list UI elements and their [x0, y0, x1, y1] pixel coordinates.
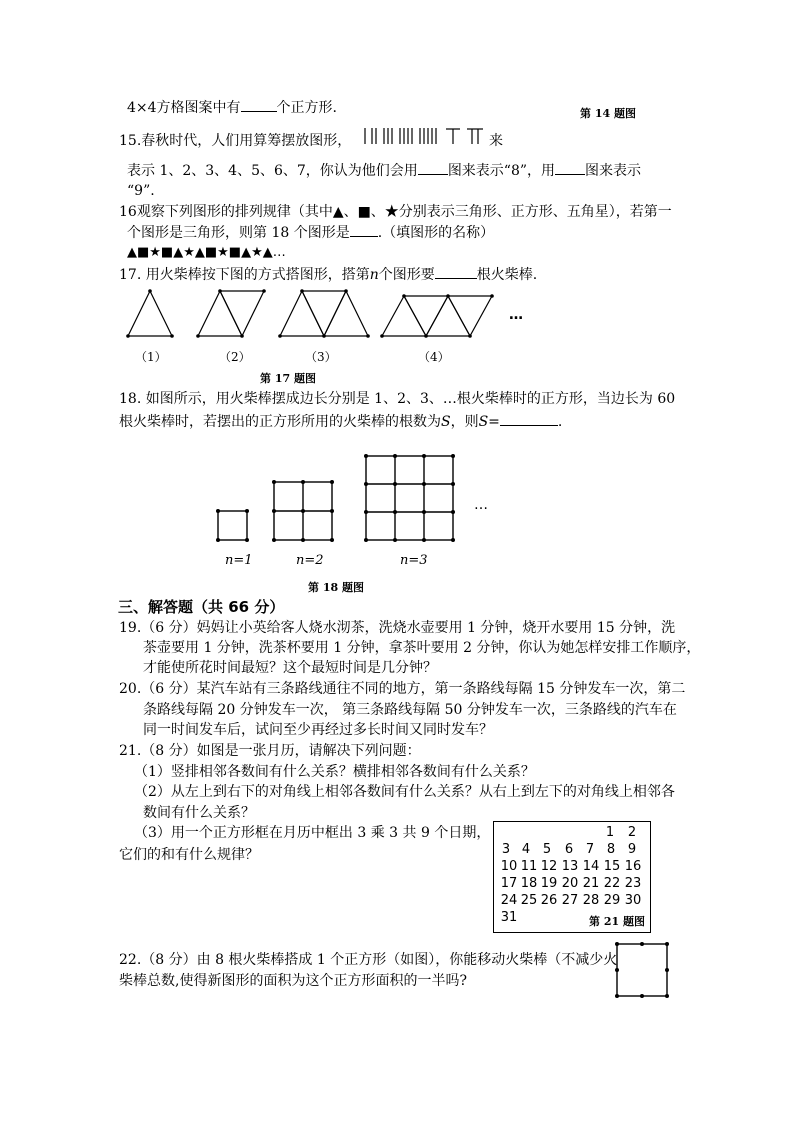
q19-line1: 19.（6 分）妈妈让小英给客人烧水沏茶，洗烧水壶要用 1 分钟，烧开水要用 15 分钟，洗 [119, 620, 676, 636]
q15-line1-text: 15.春秋时代，人们用算筹摆放图形， [119, 133, 352, 149]
q16-line2 [127, 222, 494, 243]
q18-line2-a: 根火柴棒时，若摆出的正方形所用的火柴棒的根数为 [119, 414, 441, 430]
q17-caption: 第 17 题图 [260, 372, 316, 385]
q17-text-b: 个图形要 [378, 267, 435, 283]
q18-label-n1: n=1 [225, 553, 253, 568]
calendar-cell: 6 [564, 842, 574, 857]
calendar-row [494, 842, 650, 859]
q18-figures [214, 452, 464, 544]
calendar-cell: 31 [500, 910, 518, 925]
calendar-cell: 23 [624, 876, 642, 891]
calendar-box [493, 821, 651, 933]
calendar-cell: 13 [561, 859, 579, 874]
calendar-cell: 14 [582, 859, 600, 874]
q15-line3: “9”. [127, 183, 155, 199]
q18-line2-b: ，则 [450, 414, 479, 430]
counting-rods-figure [363, 126, 488, 146]
q18-caption: 第 18 题图 [308, 581, 364, 594]
calendar-cell: 21 [582, 876, 600, 891]
calendar-cell: 26 [540, 893, 558, 908]
q16-sequence: ▲■★■▲★▲■★■▲★▲… [127, 245, 286, 260]
q21-line5: （3）用一个正方形框在月历中框出 3 乘 3 共 9 个日期， [134, 825, 491, 841]
q22-square-figure [613, 940, 671, 1000]
q19-line2: 茶壶要用 1 分钟，洗茶杯要用 1 分钟，拿茶叶要用 2 分钟，你认为她怎样安排工作顺序， [143, 640, 701, 656]
q21-line2: （1）竖排相邻各数间有什么关系？横排相邻各数间有什么关系？ [134, 764, 535, 780]
q18-blank [500, 411, 558, 426]
q15-line2-b: 图来表示“8”，用 [447, 163, 556, 179]
q20-line1: 20.（6 分）某汽车站有三条路线通往不同的地方，第一条路线每隔 15 分钟发车一次，第二 [119, 681, 686, 697]
q14-blank [241, 97, 277, 112]
calendar-cell: 27 [561, 893, 579, 908]
q18-label-n3: n=3 [400, 553, 428, 568]
q18-line2: 根火柴棒时，若摆出的正方形所用的火柴棒的根数为S，则S= . [119, 411, 562, 432]
calendar-cell: 18 [520, 876, 538, 891]
calendar-cell: 11 [520, 859, 538, 874]
calendar-cell: 9 [627, 842, 637, 857]
calendar-cell: 30 [624, 893, 642, 908]
calendar-cell: 1 [605, 825, 615, 840]
q21-line6: 它们的和有什么规律？ [119, 847, 259, 863]
calendar-cell: 10 [500, 859, 518, 874]
calendar-cell: 29 [603, 893, 621, 908]
q22-line2: 柴棒总数,使得新图形的面积为这个正方形面积的一半吗? [119, 973, 467, 989]
q17-text-c: 根火柴棒. [476, 267, 538, 283]
calendar-cell: 3 [501, 842, 511, 857]
q17-label-2: （2） [219, 350, 251, 364]
q19-line3: 才能使所花时间最短？这个最短时间是几分钟？ [143, 660, 437, 676]
q14-text-b: 个正方形. [276, 100, 337, 116]
q16-blank [350, 222, 378, 237]
q17-var-n: n [369, 267, 379, 283]
q18-line1: 18. 如图所示，用火柴棒摆成边长分别是 1、2、3、…根火柴棒时的正方形，当边长为 60 [119, 391, 676, 407]
q18-label-n2: n=2 [296, 553, 324, 568]
q17-text-a: 17. 用火柴棒按下图的方式搭图形，搭第 [119, 267, 370, 283]
calendar-caption: 第 21 题图 [589, 915, 645, 928]
calendar-cell: 2 [627, 825, 637, 840]
q16-line2-a: 个图形是三角形，则第 18 个图形是 [127, 225, 350, 241]
calendar-row [494, 859, 650, 876]
q17-label-3: （3） [305, 350, 337, 364]
q21-line4: 数间有什么关系？ [143, 805, 255, 821]
q16-line1: 16观察下列图形的排列规律（其中▲、■、★分别表示三角形、正方形、五角星），若第一 [119, 204, 672, 220]
q16-line2-b: .（填图形的名称） [377, 225, 495, 241]
calendar-cell: 19 [540, 876, 558, 891]
q17-figures [120, 286, 540, 342]
calendar-cell: 17 [500, 876, 518, 891]
q20-line3: 同一时间发车后，试问至少再经过多长时间又同时发车？ [143, 722, 493, 738]
q15-line2-a: 表示 1、2、3、4、5、6、7，你认为他们会用 [127, 163, 418, 179]
section-3-title: 三、解答题（共 66 分） [118, 598, 285, 616]
q15-line2-c: 图来表示 [585, 163, 642, 179]
calendar-cell: 22 [603, 876, 621, 891]
q14-text [127, 97, 337, 118]
calendar-row [494, 825, 650, 842]
calendar-cell: 20 [561, 876, 579, 891]
calendar-cell: 15 [603, 859, 621, 874]
q14-text-a: 4×4方格图案中有 [127, 100, 241, 116]
calendar-cell: 7 [585, 842, 595, 857]
q15-blank-2 [555, 160, 585, 175]
q18-ellipsis: … [474, 497, 488, 513]
calendar-cell: 5 [542, 842, 552, 857]
q17-ellipsis: … [509, 307, 523, 323]
q20-line2: 条路线每隔 20 分钟发车一次， 第三条路线每隔 50 分钟发车一次，三条路线的汽车在 [143, 702, 677, 718]
q21-line3: （2）从左上到右下的对角线上相邻各数间有什么关系？从右上到左下的对角线上相邻各 [134, 784, 675, 800]
q18-var-s: S [441, 414, 451, 430]
q15-line1-end: 来 [489, 133, 503, 149]
calendar-cell: 25 [520, 893, 538, 908]
q17-label-4: （4） [418, 350, 450, 364]
q17-question [119, 264, 537, 285]
calendar-cell: 8 [606, 842, 616, 857]
calendar-cell: 24 [500, 893, 518, 908]
calendar-row [494, 893, 650, 910]
q15-line1 [119, 131, 351, 151]
q18-line2-c: S= [478, 414, 500, 430]
q15-line2 [127, 160, 641, 181]
q17-label-1: （1） [135, 350, 167, 364]
q15-blank-1 [418, 160, 448, 175]
calendar-row [494, 876, 650, 893]
calendar-cell: 28 [582, 893, 600, 908]
calendar-cell: 12 [540, 859, 558, 874]
q14-caption: 第 14 题图 [580, 107, 636, 120]
q17-blank [435, 264, 477, 279]
calendar-cell: 4 [521, 842, 531, 857]
calendar-cell: 16 [624, 859, 642, 874]
q21-line1: 21.（8 分）如图是一张月历，请解决下列问题： [119, 743, 421, 759]
q22-line1: 22.（8 分）由 8 根火柴棒搭成 1 个正方形（如图），你能移动火柴棒（不减少火 [119, 952, 618, 968]
